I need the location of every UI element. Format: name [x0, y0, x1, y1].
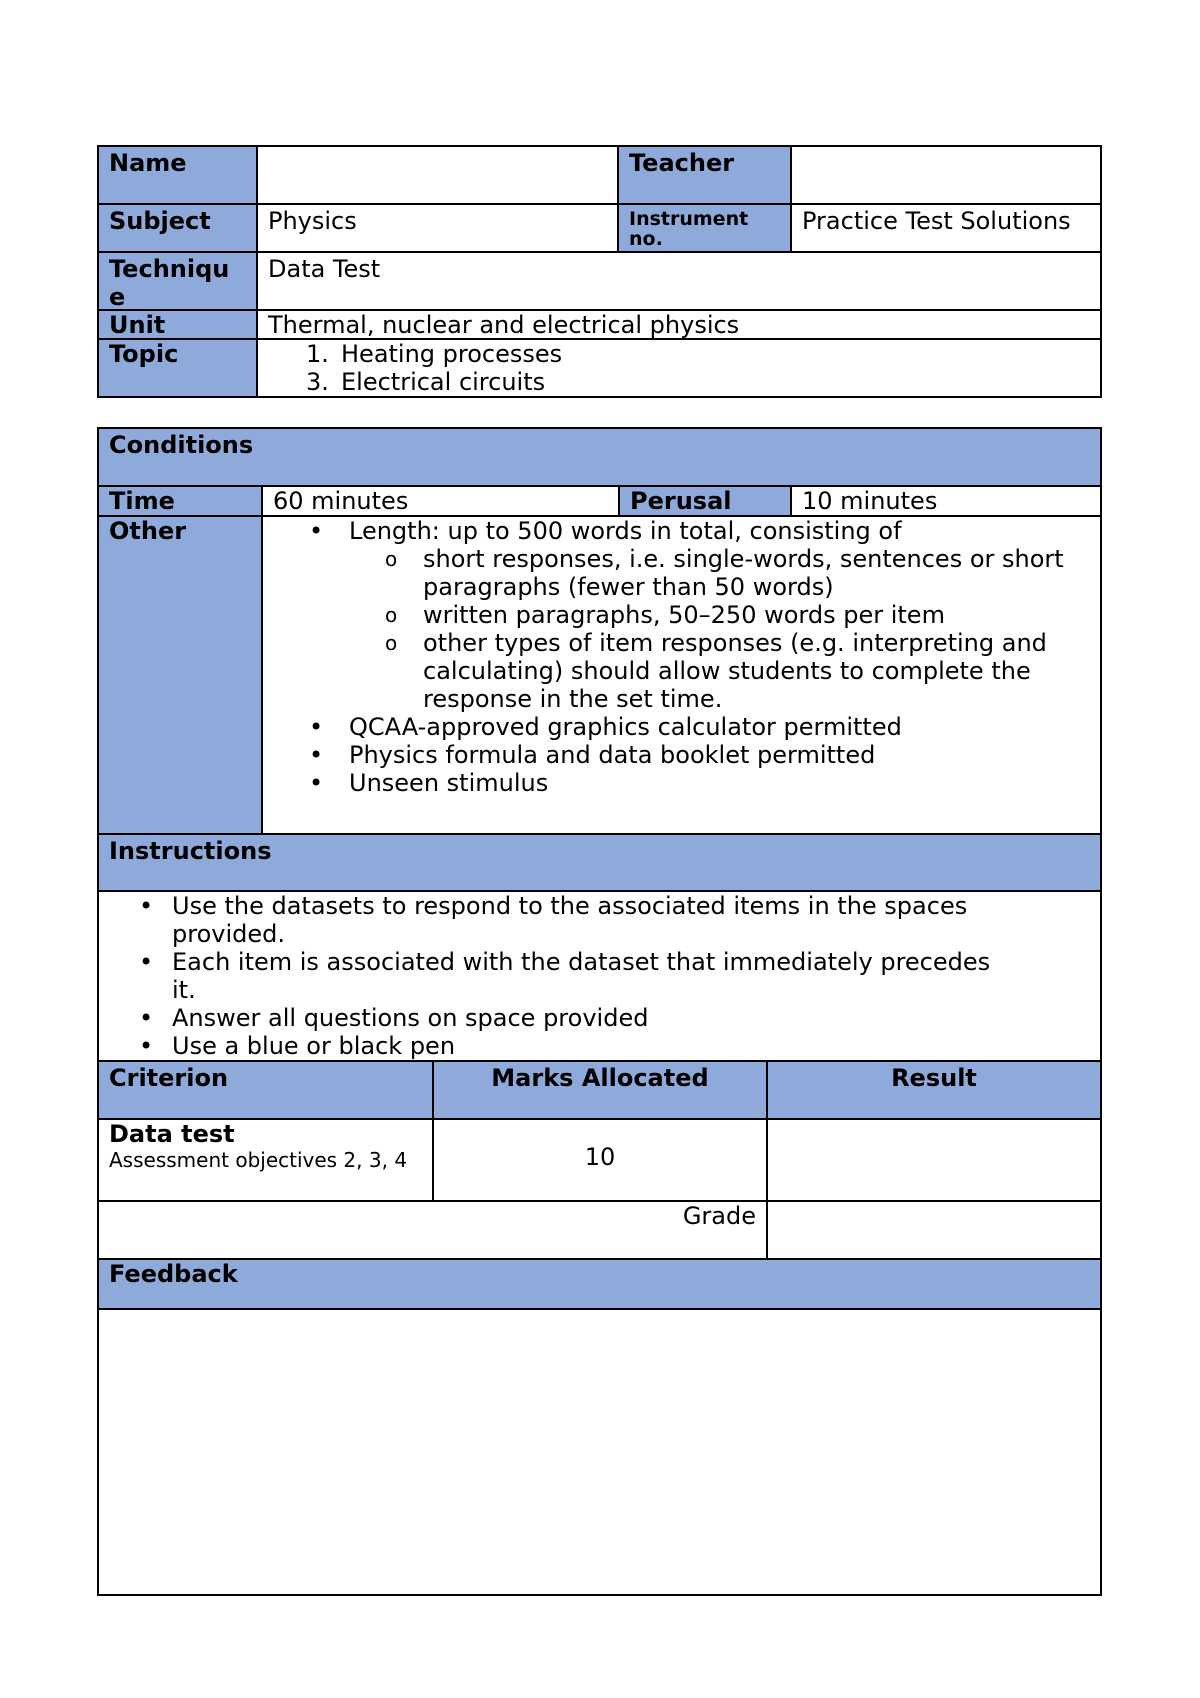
- grade-field[interactable]: [768, 1202, 1100, 1258]
- instruction-item: • Answer all questions on space provided: [99, 1004, 1010, 1032]
- topic-text: Heating processes: [341, 340, 563, 368]
- feedback-body-row: [99, 1310, 1100, 1594]
- result-field[interactable]: [768, 1120, 1100, 1200]
- grade-label: Grade: [99, 1202, 768, 1258]
- other-item: • Physics formula and data booklet permitted: [263, 741, 1090, 769]
- length-subitem: o other types of item responses (e.g. interpreting and calculating) should allow students to complete the response in the set time.: [349, 629, 1090, 713]
- topic-item: [268, 368, 1090, 396]
- criterion-detail: Assessment objectives 2, 3, 4: [109, 1148, 408, 1172]
- technique-label: Techniqu e: [99, 253, 258, 309]
- criterion-row: [99, 1120, 1100, 1202]
- length-subitem: o written paragraphs, 50–250 words per item: [349, 601, 1090, 629]
- unit-value: Thermal, nuclear and electrical physics: [268, 311, 740, 339]
- marks-value: 10: [434, 1120, 768, 1200]
- topic-label: Topic: [99, 340, 258, 396]
- instructions-cell: [99, 892, 1100, 1060]
- instructions-row: [99, 892, 1100, 1062]
- topic-row: [99, 340, 1100, 396]
- topic-item: [268, 340, 1090, 368]
- perusal-value: 10 minutes: [802, 487, 938, 515]
- conditions-heading-row: [99, 429, 1100, 487]
- other-row: [99, 517, 1100, 835]
- perusal-label: Perusal: [620, 487, 792, 515]
- other-list-cell: [263, 517, 1100, 833]
- instructions-list: [99, 892, 1010, 1060]
- instrument-value: Practice Test Solutions: [802, 207, 1071, 235]
- other-list: [263, 517, 1090, 797]
- topic-number: 3.: [306, 368, 329, 396]
- feedback-heading-row: [99, 1260, 1100, 1310]
- criterion-title: Data test: [109, 1120, 235, 1148]
- teacher-label: Teacher: [619, 147, 792, 203]
- topic-list-cell: [258, 340, 1100, 396]
- topic-list: [268, 340, 1090, 396]
- conditions-heading: Conditions: [99, 429, 1100, 485]
- length-item-text: Length: up to 500 words in total, consisting of: [349, 517, 902, 545]
- time-row: [99, 487, 1100, 517]
- time-value: 60 minutes: [263, 487, 620, 515]
- unit-row: [99, 311, 1100, 340]
- instruction-item: • Use a blue or black pen: [99, 1032, 1010, 1060]
- name-row: [99, 147, 1100, 205]
- result-header: Result: [768, 1062, 1100, 1118]
- criterion-header: Criterion: [99, 1062, 434, 1118]
- name-label: Name: [99, 147, 258, 203]
- technique-row: [99, 253, 1100, 311]
- grade-row: [99, 1202, 1100, 1260]
- criterion-cell: [99, 1120, 434, 1200]
- details-table: [97, 145, 1102, 398]
- other-item: • Unseen stimulus: [263, 769, 1090, 797]
- marks-header: Marks Allocated: [434, 1062, 768, 1118]
- instructions-heading: Instructions: [99, 835, 1100, 890]
- subject-label: Subject: [99, 205, 258, 251]
- time-label: Time: [99, 487, 263, 515]
- subject-row: [99, 205, 1100, 253]
- instrument-label: Instrument no.: [619, 205, 792, 251]
- conditions-table: [97, 427, 1102, 1596]
- other-item: • QCAA-approved graphics calculator permitted: [263, 713, 1090, 741]
- instructions-heading-row: [99, 835, 1100, 892]
- teacher-field[interactable]: [792, 147, 1100, 203]
- topic-text: Electrical circuits: [341, 368, 546, 396]
- criterion-header-row: [99, 1062, 1100, 1120]
- instruction-item: • Each item is associated with the dataset that immediately precedes it.: [99, 948, 1010, 1004]
- feedback-field[interactable]: [99, 1310, 1100, 1594]
- length-subitem: o short responses, i.e. single-words, sentences or short paragraphs (fewer than 50 words): [349, 545, 1090, 601]
- instruction-item: • Use the datasets to respond to the associated items in the spaces provided.: [99, 892, 1010, 948]
- other-item-length: [263, 517, 1090, 713]
- subject-value: Physics: [258, 205, 619, 251]
- technique-value: Data Test: [268, 255, 381, 283]
- feedback-heading: Feedback: [99, 1260, 1100, 1308]
- other-label: Other: [99, 517, 263, 833]
- unit-label: Unit: [99, 311, 258, 338]
- length-sublist: [349, 545, 1090, 713]
- topic-number: 1.: [306, 340, 329, 368]
- name-field[interactable]: [258, 147, 619, 203]
